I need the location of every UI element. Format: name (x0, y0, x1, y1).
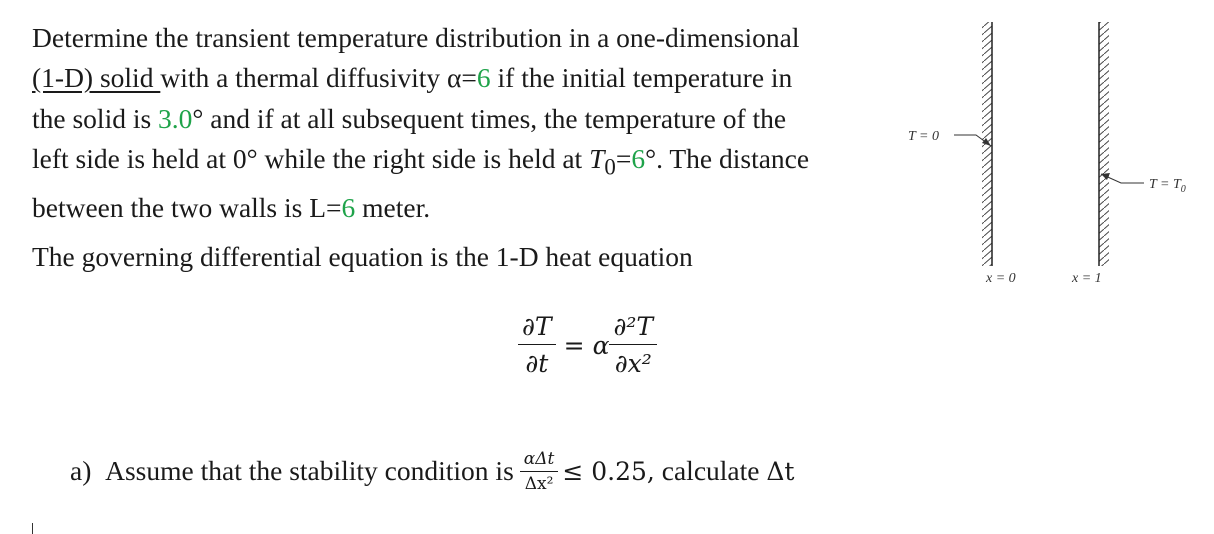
right-temp-label (1149, 177, 1186, 195)
stability-denominator-text: Δx² (524, 473, 554, 494)
t0-value: 6 (631, 142, 646, 174)
x-right-label: x = 1 (1072, 271, 1102, 286)
problem-line-3 (32, 99, 892, 139)
rhs-denominator-text: ∂x² (614, 349, 652, 378)
delta-t-target: Δt (766, 456, 795, 486)
problem-line-2 (32, 58, 892, 98)
rhs-numerator (609, 312, 657, 345)
wall-diagram (896, 12, 1206, 292)
left-side-text: left side is held at 0° while the right side is held at (32, 142, 590, 174)
alpha-value: 6 (476, 62, 491, 94)
stability-numerator (520, 449, 559, 472)
initial-temp-value: 3.0 (158, 102, 193, 134)
rhs-fraction (609, 312, 657, 378)
t0-equals: = (615, 142, 632, 174)
right-wall-hatch (1099, 22, 1109, 266)
subsequent-times-text: ° and if at all subsequent times, the temperature of the (192, 102, 787, 134)
underlined-solid-text: (1-D) solid (32, 62, 161, 94)
length-value: 6 (341, 191, 356, 223)
lhs-denominator (521, 345, 552, 378)
t0-subscript: 0 (604, 154, 616, 180)
meter-text: meter. (355, 191, 431, 223)
initial-temp-lead-text: if the initial temperature in (490, 62, 793, 94)
rhs-denominator (611, 345, 656, 378)
rhs-numerator-text: ∂²T (613, 312, 654, 341)
t0-symbol: T (589, 142, 605, 174)
lhs-denominator-text: ∂t (525, 349, 549, 378)
question-a-label: a) (70, 455, 92, 486)
right-temp-label-text: T = T (1149, 177, 1181, 192)
stability-fraction (520, 449, 559, 494)
between-walls-text: between the two walls is L= (32, 191, 342, 223)
stability-numerator-text: αΔt (523, 448, 555, 469)
alpha-symbol: α (592, 330, 610, 360)
question-a-text: Assume that the stability condition is (105, 455, 514, 486)
governing-equation-text: The governing differential equation is the 1-D heat equation (32, 241, 693, 272)
lhs-numerator (518, 312, 556, 345)
heat-equation (518, 306, 657, 384)
left-temp-label: T = 0 (908, 129, 939, 144)
problem-line-4 (32, 139, 892, 188)
lhs-numerator-text: ∂T (522, 312, 552, 341)
diffusivity-text: with a thermal diffusivity α= (160, 62, 477, 94)
stability-denominator (521, 472, 558, 494)
calculate-text: calculate (661, 455, 760, 486)
x-left-label: x = 0 (986, 271, 1016, 286)
text-cursor (32, 523, 33, 534)
lhs-fraction (518, 312, 556, 378)
problem-line-1-text: Determine the transient temperature distribution in a one-dimensional (32, 22, 800, 53)
question-a (70, 446, 794, 496)
problem-line-1 (32, 18, 892, 58)
distance-text: °. The distance (645, 142, 810, 174)
right-temp-label-sub: 0 (1180, 184, 1186, 195)
equals-sign: = (563, 330, 585, 360)
problem-statement (32, 18, 892, 228)
stability-condition: ≤ 0.25, (562, 456, 655, 486)
solid-is-text: the solid is (32, 102, 159, 134)
problem-line-5 (32, 188, 892, 228)
